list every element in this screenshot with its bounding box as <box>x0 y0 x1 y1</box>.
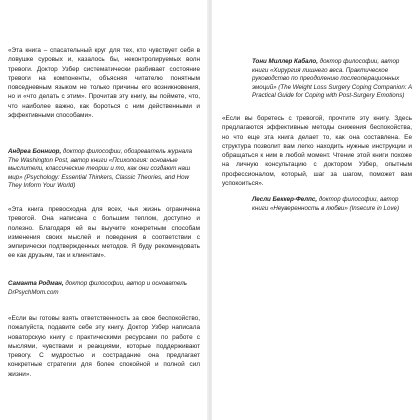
review-quote-1: «Эта книга – спасательный круг для тех, кто чувствует себя в ловушке суровых и, казалось бы, неконтролируемых волн тревоги. Доктор Узбер систематически разбивает состояние тревоги на компоненты, объясняя читателю понятным повседневным языком не только причины его возникновения, но и «что делать с этим». Прочитав эту книгу, вы поймете, что, что наиболее важно, как бороться с ним действенными и эффективными способами». <box>8 47 200 120</box>
reviewer-name: Саманта Родман, <box>8 280 64 287</box>
reviewer-role: доктор философии, автор книги «Хирургия лишнего веса. Практическое руководство по преодолению послеоперационных эмоций» (The Weight Loss Surgery Coping Companion: A Practical Guide for Coping with Post-Surgery Emotions) <box>252 58 412 100</box>
reviewer-name: Андреа Бонниор, <box>8 148 62 155</box>
review-attribution-0 <box>252 58 412 101</box>
reviewer-role: доктор философии, обозреватель журнала The Washington Post, автор книги «Психология: основные мыслители, классические теории и то, как они создают наш мир» (Psychology: Essential Thinkers, Classic Theories, and How They Inform Your World) <box>8 148 193 190</box>
reviewer-role: доктор философии, автор и основатель DrPsychMom.com <box>8 280 187 296</box>
review-quote-4: «Если вы боретесь с тревогой, прочтите эту книгу. Здесь предлагаются эффективные методы снижения беспокойства, но что еще эта книга делает то, как она составлена. Ее структура позволит вам легко находить нужные инструкции и обращаться к ним в любой момент. Чтение этой книги похоже на личную консультацию с доктором Узбер, опытным профессионалом, который, шаг за шагом, поможет вам успокоиться». <box>222 115 412 188</box>
reviewer-role: доктор философии, автор книги «Неуверенность в любви» (Insecure in Love) <box>252 196 400 212</box>
review-attribution-3 <box>252 196 412 213</box>
right-page <box>212 0 420 420</box>
reviewer-name: Тони Миллер Кабало, <box>252 58 318 65</box>
review-quote-2: «Эта книга превосходна для всех, чья жизнь ограничена тревогой. Она написана с большим теплом, доступно и полезно. Благодаря ей вы выучите конкретным способам изменения своих мыслей и поведения в соответствии с эмпирически подтвержденных методов. Я буду рекомендовать ее как друзьям, так и клиентам». <box>8 206 200 260</box>
review-attribution-1 <box>8 148 200 191</box>
left-page <box>0 0 208 420</box>
review-quote-3: «Если вы готовы взять ответственность за свое беспокойство, пожалуйста, подавите себе эту книгу. Доктор Узбер написала новаторскую книгу с практическими ресурсами по работе с мыслями, чувствами и реакциями, которые поддерживают тревогу. С мудростью и сострадание она предлагает конкретные стратегии для более спокойной и полной сил жизни». <box>8 315 200 378</box>
reviewer-name: Лесли Беккер-Фелпс, <box>252 196 318 203</box>
review-attribution-2 <box>8 280 200 297</box>
